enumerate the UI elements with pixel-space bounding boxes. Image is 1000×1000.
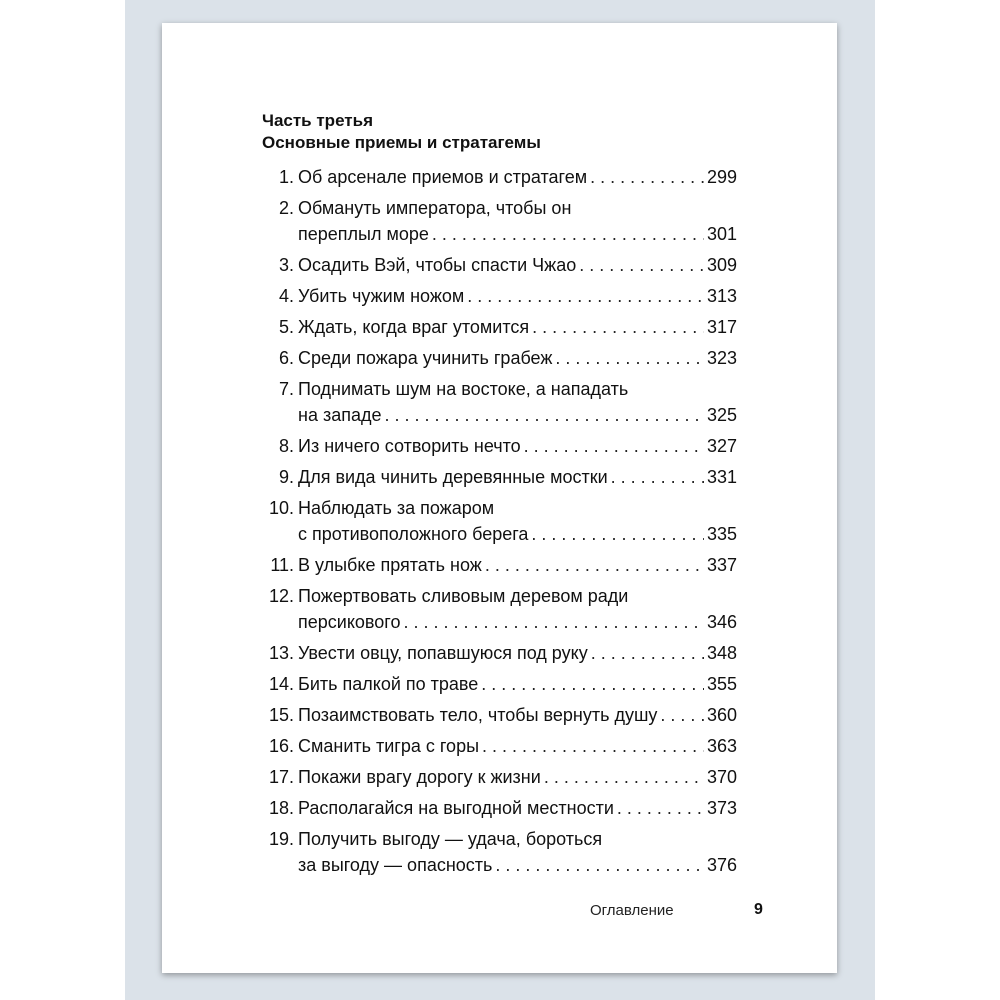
toc-entry-page: 323: [706, 348, 737, 368]
toc-entry-line: [262, 283, 737, 309]
toc-leader-dots: [485, 552, 704, 578]
toc-entry-line: [262, 764, 737, 790]
toc-leader-dots: [579, 252, 704, 278]
toc-entry-page: 355: [706, 674, 737, 694]
toc-entry-line: [262, 671, 737, 697]
toc-entry: [262, 702, 737, 728]
toc-entry-title: Позаимствовать тело, чтобы вернуть душу: [298, 705, 658, 725]
toc-entry-number: 14.: [268, 674, 294, 694]
toc-entry: [262, 495, 737, 547]
toc-entry-title: Убить чужим ножом: [298, 286, 465, 306]
toc-leader-dots: [544, 764, 704, 790]
toc-entry-number: 19.: [268, 829, 294, 849]
toc-entry-title: персикового: [298, 612, 401, 632]
toc-leader-dots: [611, 464, 704, 490]
table-of-contents: [262, 164, 737, 883]
toc-entry-page: 317: [706, 317, 737, 337]
toc-entry: [262, 376, 737, 428]
toc-leader-dots: [524, 433, 704, 459]
toc-entry-page: 360: [706, 705, 737, 725]
toc-entry-number: 8.: [278, 436, 294, 456]
toc-leader-dots: [555, 345, 704, 371]
toc-entry-line: [262, 464, 737, 490]
toc-entry-number: 7.: [278, 379, 294, 399]
toc-leader-dots: [531, 521, 704, 547]
toc-entry-line: [262, 221, 737, 247]
toc-entry-line: [262, 376, 737, 402]
toc-leader-dots: [532, 314, 704, 340]
toc-entry-page: 325: [706, 405, 737, 425]
toc-entry-number: 1.: [278, 167, 294, 187]
toc-entry-line: [262, 795, 737, 821]
section-title: Основные приемы и стратагемы: [262, 133, 541, 152]
toc-entry: [262, 314, 737, 340]
toc-entry: [262, 195, 737, 247]
footer-page-number: 9: [754, 901, 763, 918]
toc-entry: [262, 464, 737, 490]
toc-entry-number: 6.: [278, 348, 294, 368]
toc-entry-number: 4.: [278, 286, 294, 306]
toc-leader-dots: [481, 671, 704, 697]
toc-leader-dots: [617, 795, 704, 821]
toc-entry: [262, 345, 737, 371]
toc-entry: [262, 826, 737, 878]
toc-entry: [262, 252, 737, 278]
toc-entry-page: 346: [706, 612, 737, 632]
toc-entry-line: [262, 733, 737, 759]
toc-entry-number: 17.: [268, 767, 294, 787]
toc-entry-page: 327: [706, 436, 737, 456]
toc-entry-line: [262, 164, 737, 190]
toc-entry-title: на западе: [298, 405, 382, 425]
toc-entry-page: 337: [706, 555, 737, 575]
toc-entry-title: с противоположного берега: [298, 524, 529, 544]
toc-entry-title: Располагайся на выгодной местности: [298, 798, 614, 818]
toc-entry-page: 331: [706, 467, 737, 487]
toc-entry: [262, 283, 737, 309]
toc-entry: [262, 164, 737, 190]
toc-entry-page: 299: [706, 167, 737, 187]
toc-entry-line: [262, 583, 737, 609]
toc-entry-title: Среди пожара учинить грабеж: [298, 348, 553, 368]
toc-entry-line: [262, 702, 737, 728]
toc-entry-title: Бить палкой по траве: [298, 674, 479, 694]
toc-entry-line: [262, 252, 737, 278]
toc-leader-dots: [660, 702, 704, 728]
toc-leader-dots: [591, 640, 704, 666]
toc-entry: [262, 795, 737, 821]
toc-entry-line: [262, 640, 737, 666]
toc-entry-page: 373: [706, 798, 737, 818]
toc-entry-title: Ждать, когда враг утомится: [298, 317, 530, 337]
toc-entry-title: Наблюдать за пожаром: [298, 498, 495, 518]
toc-entry-page: 335: [706, 524, 737, 544]
toc-entry-title: Пожертвовать сливовым деревом ради: [298, 586, 629, 606]
toc-entry-page: 376: [706, 855, 737, 875]
toc-entry-title: Обмануть императора, чтобы он: [298, 198, 572, 218]
toc-entry-line: [262, 195, 737, 221]
toc-entry-number: 16.: [268, 736, 294, 756]
toc-entry-title: Поднимать шум на востоке, а нападать: [298, 379, 629, 399]
toc-entry-line: [262, 402, 737, 428]
toc-leader-dots: [590, 164, 704, 190]
toc-entry-line: [262, 433, 737, 459]
toc-entry-title: Об арсенале приемов и стратагем: [298, 167, 588, 187]
toc-entry-title: Сманить тигра с горы: [298, 736, 480, 756]
toc-entry-line: [262, 609, 737, 635]
toc-entry-title: Осадить Вэй, чтобы спасти Чжао: [298, 255, 577, 275]
toc-entry-number: 11.: [270, 555, 294, 575]
toc-entry-line: [262, 826, 737, 852]
toc-entry-page: 309: [706, 255, 737, 275]
toc-entry-number: 15.: [268, 705, 294, 725]
toc-entry-number: 3.: [278, 255, 294, 275]
toc-entry: [262, 640, 737, 666]
toc-entry-page: 348: [706, 643, 737, 663]
toc-entry-title: Получить выгоду — удача, бороться: [298, 829, 603, 849]
toc-entry-line: [262, 852, 737, 878]
toc-leader-dots: [432, 221, 704, 247]
part-label: Часть третья: [262, 111, 373, 130]
toc-entry-page: 370: [706, 767, 737, 787]
toc-entry-number: 12.: [268, 586, 294, 606]
toc-leader-dots: [495, 852, 704, 878]
toc-entry-number: 18.: [268, 798, 294, 818]
toc-leader-dots: [385, 402, 704, 428]
toc-entry-title: за выгоду — опасность: [298, 855, 493, 875]
toc-leader-dots: [467, 283, 704, 309]
toc-entry-line: [262, 495, 737, 521]
toc-entry: [262, 433, 737, 459]
toc-entry-page: 301: [706, 224, 737, 244]
toc-entry-number: 2.: [278, 198, 294, 218]
toc-entry-title: Из ничего сотворить нечто: [298, 436, 521, 456]
toc-entry-title: Для вида чинить деревянные мостки: [298, 467, 608, 487]
toc-entry-title: В улыбке прятать нож: [298, 555, 482, 575]
toc-entry-page: 313: [706, 286, 737, 306]
toc-entry-line: [262, 552, 737, 578]
toc-leader-dots: [403, 609, 703, 635]
toc-entry: [262, 583, 737, 635]
toc-entry: [262, 671, 737, 697]
toc-entry: [262, 733, 737, 759]
footer-label: Оглавление: [590, 902, 674, 919]
toc-entry: [262, 552, 737, 578]
toc-entry-line: [262, 521, 737, 547]
toc-entry-title: Покажи врагу дорогу к жизни: [298, 767, 541, 787]
toc-entry-title: переплыл море: [298, 224, 429, 244]
toc-entry-number: 10.: [268, 498, 294, 518]
toc-entry-page: 363: [706, 736, 737, 756]
toc-entry-number: 13.: [268, 643, 294, 663]
toc-entry-number: 9.: [278, 467, 294, 487]
toc-entry-line: [262, 314, 737, 340]
toc-leader-dots: [482, 733, 704, 759]
toc-entry-number: 5.: [278, 317, 294, 337]
toc-entry-line: [262, 345, 737, 371]
toc-entry: [262, 764, 737, 790]
toc-entry-title: Увести овцу, попавшуюся под руку: [298, 643, 588, 663]
